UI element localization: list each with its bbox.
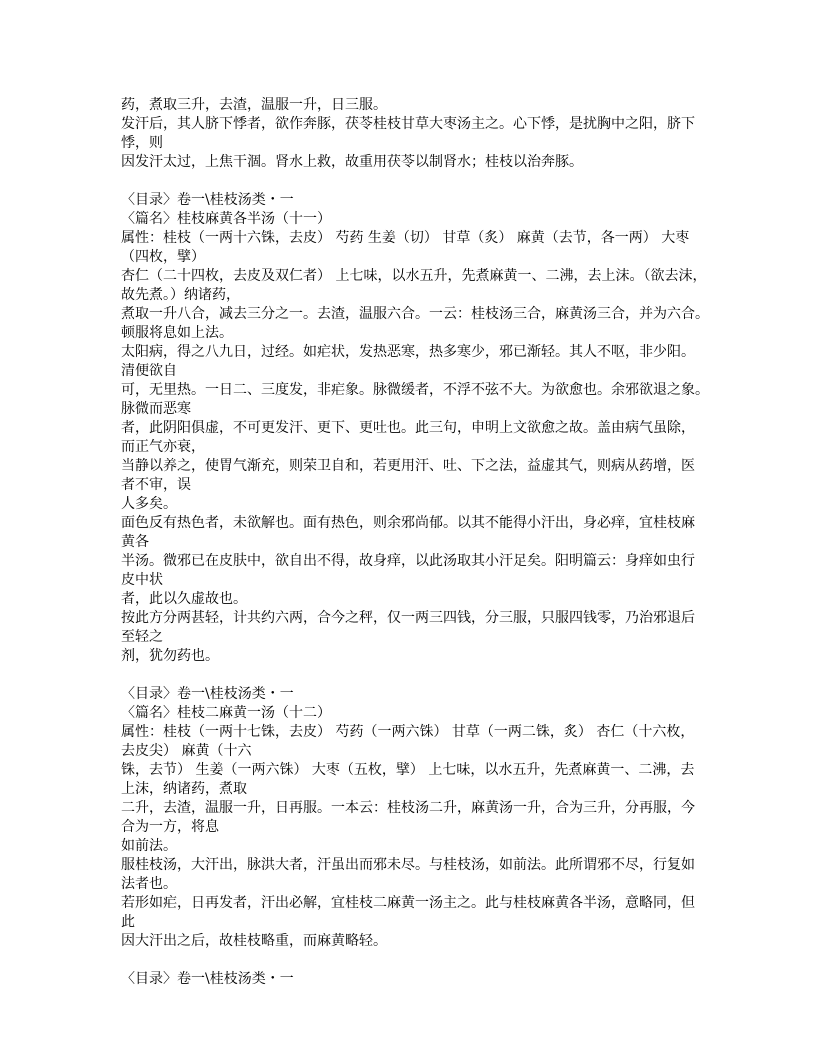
text-line: 者不审，误 [121,477,191,493]
text-line: 若形如疟，日再发者，汗出必解，宜桂枝二麻黄一汤主之。此与桂枝麻黄各半汤，意略同，但 [121,895,695,911]
text-line: 清便欲自 [121,363,177,379]
text-line: 煮取一升八合，减去三分之一。去渣，温服六合。一云：桂枝汤三合，麻黄汤三合，并为六合。 [121,306,709,322]
text-line: 合为一方，将息 [121,819,219,835]
text-line: 当静以养之，使胃气渐充，则荣卫自和，若更用汗、吐、下之法，益虚其气，则病从药增，医 [121,458,695,474]
blank-line [121,666,701,685]
section-directory: 〈目录〉卷一\桂枝汤类・一 [121,686,294,702]
blank-line [121,172,701,191]
text-line: 故先煮。）纳诸药， [121,287,240,303]
text-line: 服桂枝汤，大汗出，脉洪大者，汗虽出而邪未尽。与桂枝汤，如前法。此所谓邪不尽，行复如 [121,857,695,873]
text-line: 顿服将息如上法。 [121,325,233,341]
text-line: 去皮尖） 麻黄（十六 [121,743,252,759]
document-page [121,96,709,989]
text-line: 因大汗出之后，故桂枝略重，而麻黄略轻。 [121,933,387,949]
text-line: 太阳病，得之八九日，过经。如疟状，发热恶寒，热多寒少，邪已渐轻。其人不呕，非少阳。 [121,344,695,360]
text-line: 面色反有热色者，未欲解也。面有热色，则余邪尚郁。以其不能得小汗出，身必痒，宜桂枝麻 [121,515,695,531]
text-line: （四枚，擘） [121,249,205,265]
text-line: 药，煮取三升，去渣，温服一升，日三服。 [121,97,387,113]
text-line: 杏仁（二十四枚，去皮及双仁者） 上七味，以水五升，先煮麻黄一、二沸，去上沫。（欲去沫， [121,268,707,284]
text-line: 剂，犹勿药也。 [121,648,219,664]
blank-line [121,951,701,970]
text-line: 按此方分两甚轻，计共约六两，合今之秤，仅一两三四钱，分三服，只服四钱零，乃治邪退后 [121,610,695,626]
text-line: 黄各 [121,534,149,550]
text-line: 者，此阴阳俱虚，不可更发汗、更下、更吐也。此三句，申明上文欲愈之故。盖由病气虽除， [121,420,695,436]
text-line: 半汤。微邪已在皮肤中，欲自出不得，故身痒，以此汤取其小汗足矣。阳明篇云：身痒如虫行 [121,553,695,569]
text-line: 此 [121,914,135,930]
text-line: 悸，则 [121,135,163,151]
text-line: 至轻之 [121,629,163,645]
text-line: 属性：桂枝（一两十七铢，去皮） 芍药（一两六铢） 甘草（一两二铢，炙） 杏仁（十六枚， [121,724,695,740]
text-line: 者，此以久虚故也。 [121,591,247,607]
text-line: 人多矣。 [121,496,177,512]
text-line: 而正气亦衰， [121,439,205,455]
text-line: 属性：桂枝（一两十六铢，去皮） 芍药 生姜（切） 甘草（炙） 麻黄（去节，各一两） 大枣 [121,230,690,246]
section-directory: 〈目录〉卷一\桂枝汤类・一 [121,192,294,208]
section-directory: 〈目录〉卷一\桂枝汤类・一 [121,971,294,987]
text-line: 二升，去渣，温服一升，日再服。一本云：桂枝汤二升，麻黄汤一升，合为三升，分再服，今 [121,800,695,816]
text-line: 发汗后，其人脐下悸者，欲作奔豚，茯苓桂枝甘草大枣汤主之。心下悸，是扰胸中之阳，脐下 [121,116,695,132]
text-line: 皮中状 [121,572,163,588]
section-title: 〈篇名〉桂枝二麻黄一汤（十二） [121,705,331,721]
text-line: 因发汗太过，上焦干涸。肾水上救，故重用茯苓以制肾水；桂枝以治奔豚。 [121,154,583,170]
text-line: 铢，去节） 生姜（一两六铢） 大枣（五枚，擘） 上七味，以水五升，先煮麻黄一、二沸，去 [121,762,695,778]
section-title: 〈篇名〉桂枝麻黄各半汤（十一） [121,211,331,227]
text-line: 脉微而恶寒 [121,401,191,417]
text-line: 法者也。 [121,876,177,892]
text-line: 可，无里热。一日二、三度发，非疟象。脉微缓者，不浮不弦不大。为欲愈也。余邪欲退之象。 [121,382,709,398]
text-line: 上沫，纳诸药，煮取 [121,781,247,797]
text-line: 如前法。 [121,838,177,854]
